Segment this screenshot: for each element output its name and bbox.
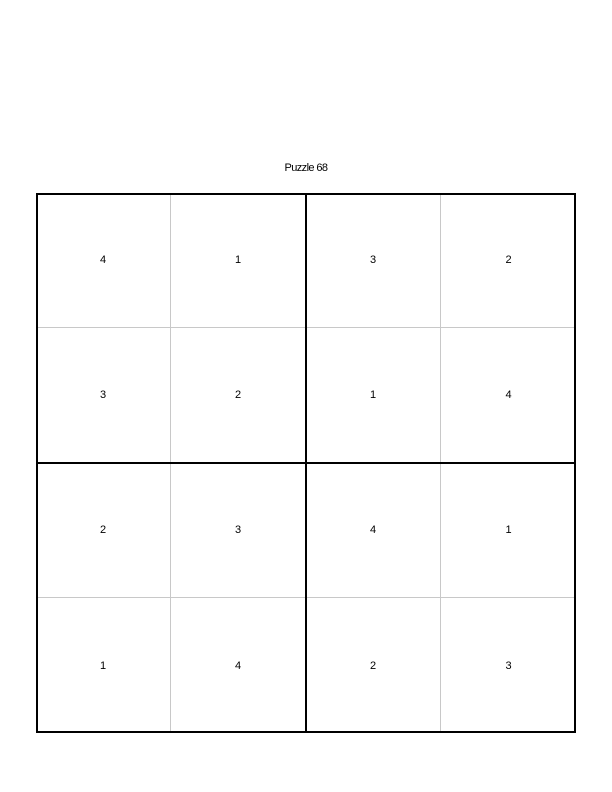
grid-cell-r1-c1[interactable]: 4	[36, 193, 171, 328]
grid-cell-r2-c3[interactable]: 1	[306, 328, 441, 463]
grid-cell-r3-c4[interactable]: 1	[441, 463, 576, 598]
grid-cell-r3-c2[interactable]: 3	[171, 463, 306, 598]
grid-cell-r4-c2[interactable]: 4	[171, 598, 306, 733]
grid-cell-r3-c3[interactable]: 4	[306, 463, 441, 598]
grid-cell-r2-c4[interactable]: 4	[441, 328, 576, 463]
grid-cell-r2-c1[interactable]: 3	[36, 328, 171, 463]
grid-cell-r3-c1[interactable]: 2	[36, 463, 171, 598]
sudoku-grid	[36, 193, 576, 733]
grid-cell-r1-c3[interactable]: 3	[306, 193, 441, 328]
grid-cell-r4-c1[interactable]: 1	[36, 598, 171, 733]
grid-cell-r1-c4[interactable]: 2	[441, 193, 576, 328]
grid-cell-r1-c2[interactable]: 1	[171, 193, 306, 328]
grid-cell-r2-c2[interactable]: 2	[171, 328, 306, 463]
puzzle-title: Puzzle 68	[284, 162, 328, 174]
grid-cell-r4-c4[interactable]: 3	[505, 659, 512, 672]
grid-cell-r4-c3[interactable]: 2	[306, 598, 441, 733]
